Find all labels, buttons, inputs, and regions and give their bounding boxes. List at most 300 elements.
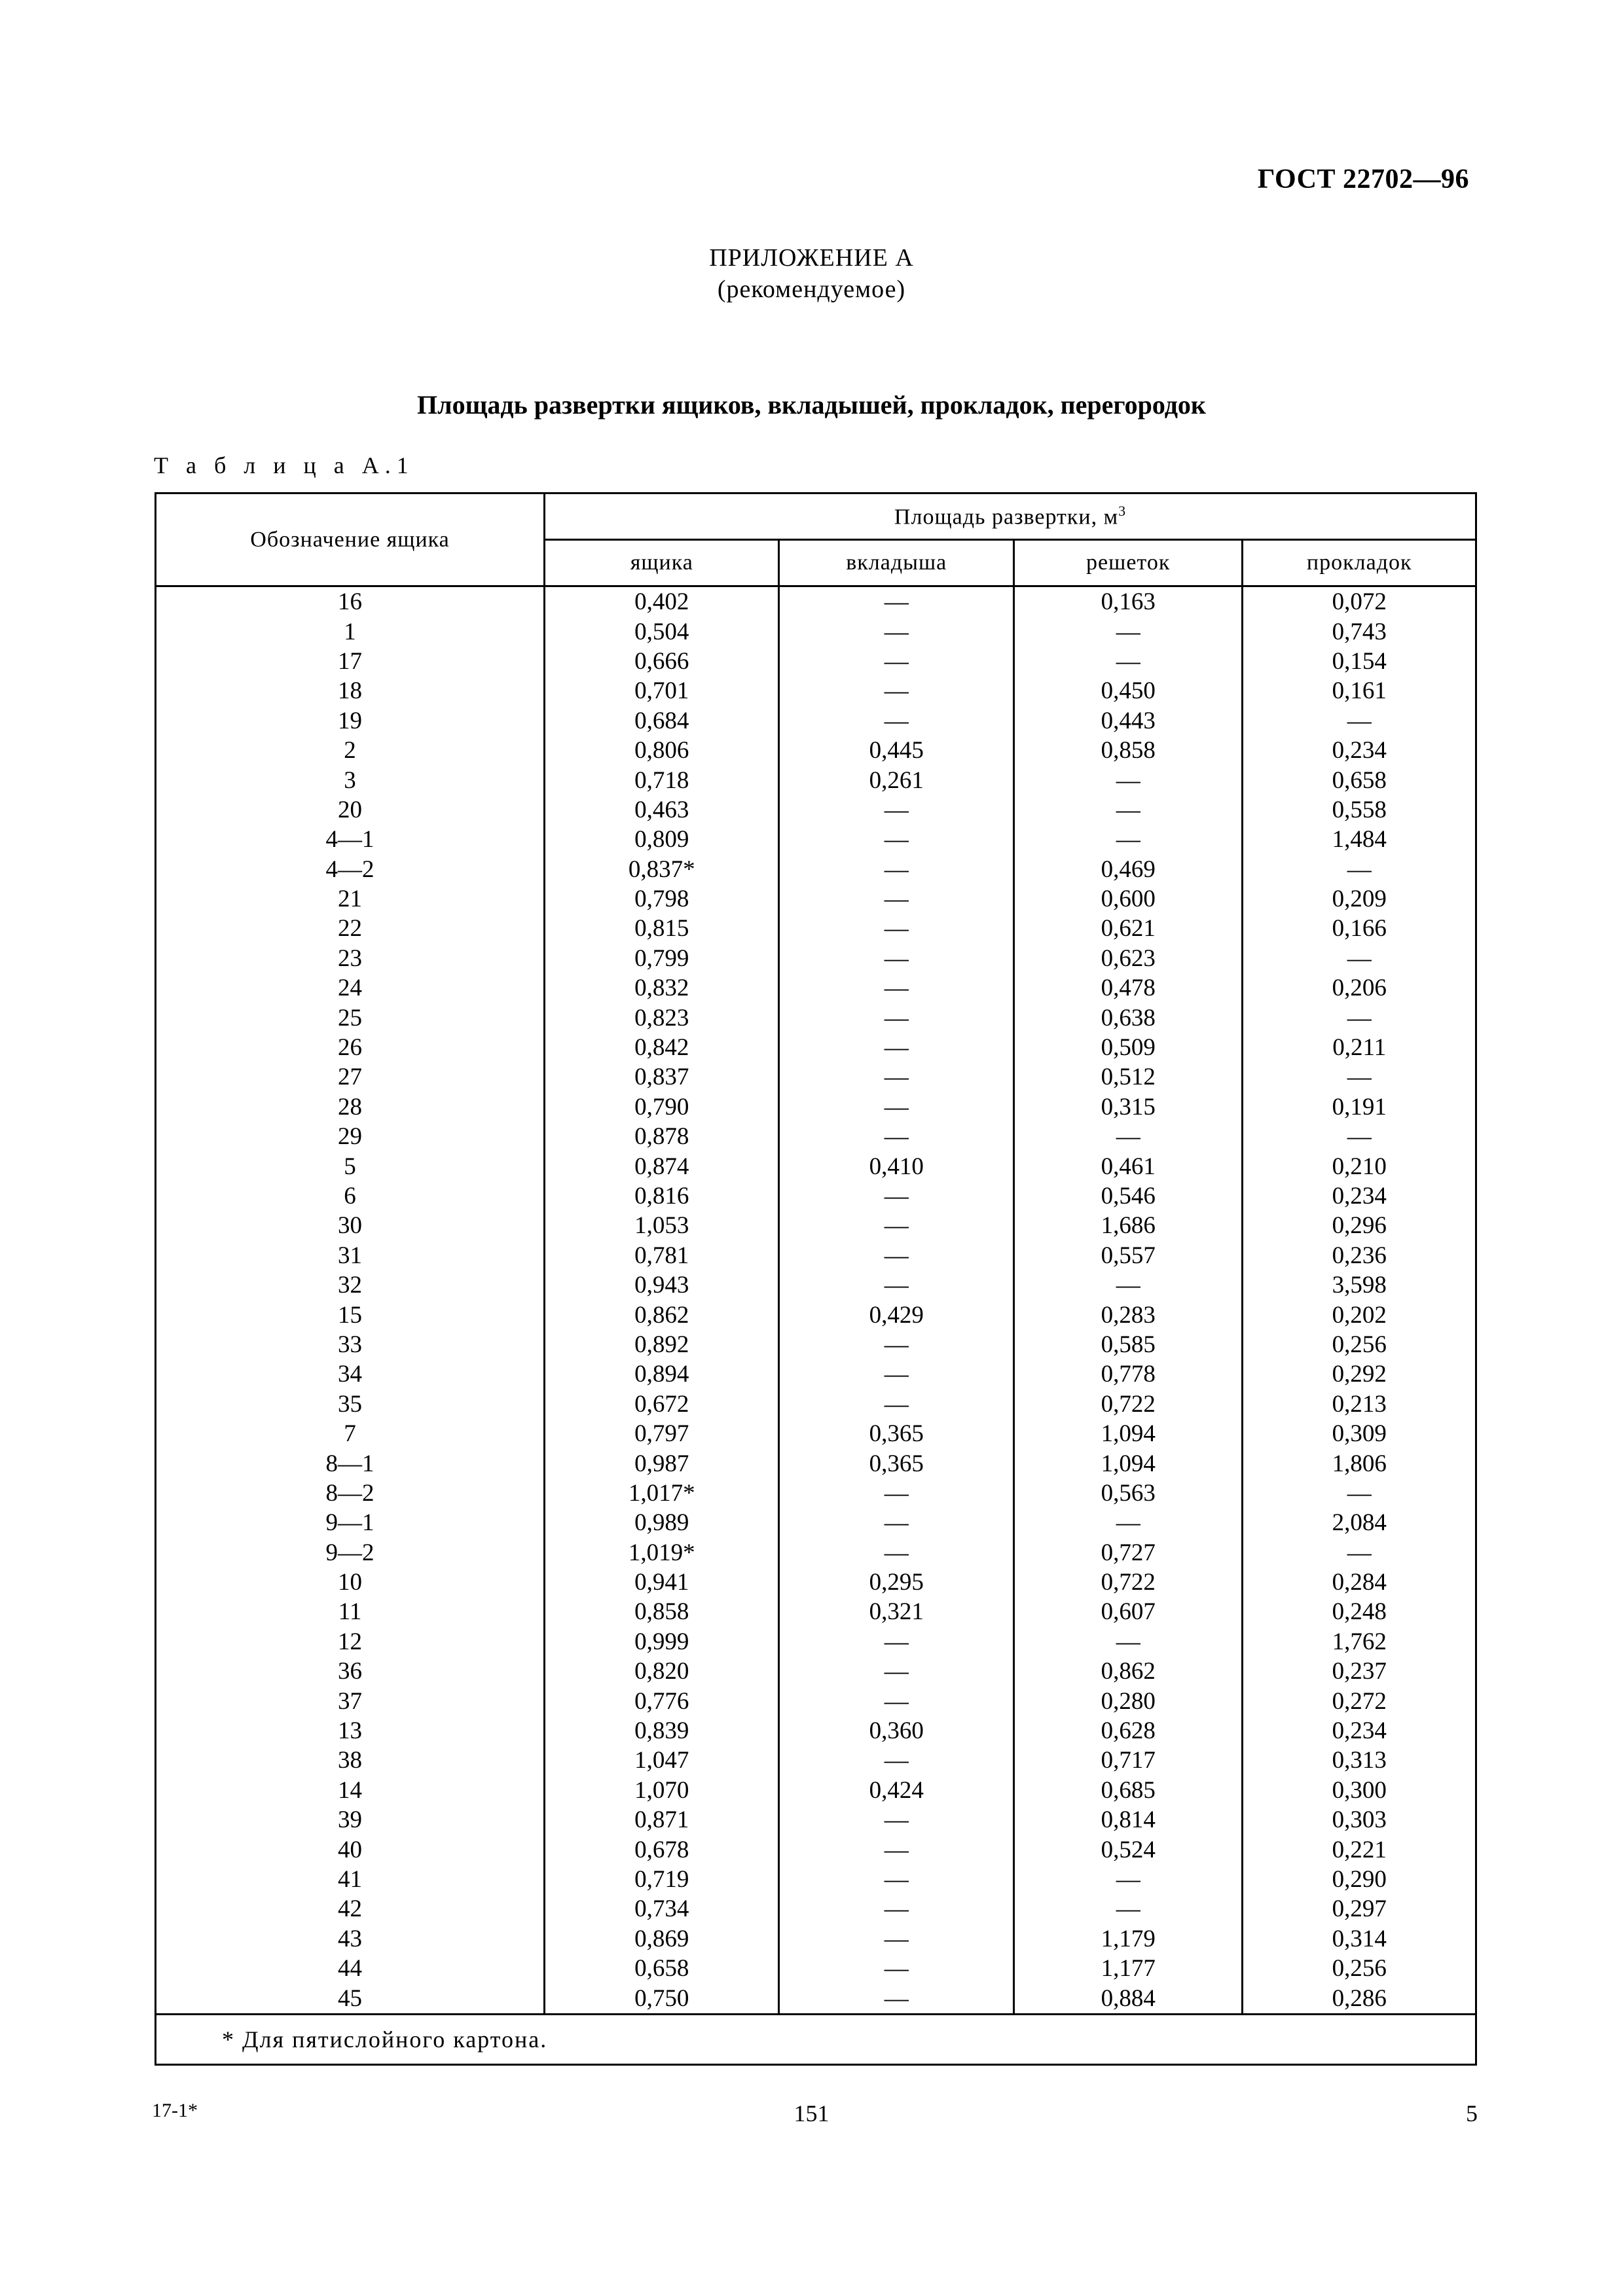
table-row — [156, 884, 1476, 914]
cell-pads-area: — — [1243, 706, 1476, 736]
cell-insert-area: 0,365 — [779, 1448, 1014, 1478]
table-row — [156, 795, 1476, 825]
cell-box-area: 0,862 — [545, 1300, 779, 1329]
cell-box-area: 0,734 — [545, 1894, 779, 1924]
cell-box-area: 0,871 — [545, 1805, 779, 1835]
cell-box-designation: 18 — [156, 676, 545, 706]
cell-box-area: 0,402 — [545, 586, 779, 617]
cell-pads-area: 0,161 — [1243, 676, 1476, 706]
cell-grids-area: 0,858 — [1013, 736, 1242, 765]
cell-insert-area: — — [779, 795, 1014, 825]
cell-insert-area: — — [779, 1894, 1014, 1924]
cell-insert-area: — — [779, 944, 1014, 973]
cell-box-area: 0,678 — [545, 1835, 779, 1864]
header-area — [545, 493, 1476, 540]
cell-grids-area: 0,557 — [1013, 1241, 1242, 1270]
cell-grids-area: 0,727 — [1013, 1538, 1242, 1568]
table-row — [156, 1241, 1476, 1270]
cell-box-designation: 16 — [156, 586, 545, 617]
table-row — [156, 1003, 1476, 1032]
table-row — [156, 914, 1476, 943]
cell-grids-area: 0,814 — [1013, 1805, 1242, 1835]
cell-box-designation: 33 — [156, 1330, 545, 1359]
cell-box-area: 0,820 — [545, 1657, 779, 1686]
cell-grids-area: 0,546 — [1013, 1181, 1242, 1211]
cell-grids-area: 1,686 — [1013, 1211, 1242, 1240]
cell-pads-area: 0,166 — [1243, 914, 1476, 943]
table-row — [156, 1865, 1476, 1894]
cell-grids-area: 0,638 — [1013, 1003, 1242, 1032]
table-row — [156, 1746, 1476, 1775]
cell-pads-area: 0,309 — [1243, 1419, 1476, 1448]
cell-insert-area: — — [779, 617, 1014, 646]
cell-box-area: 0,815 — [545, 914, 779, 943]
cell-insert-area: 0,295 — [779, 1568, 1014, 1597]
table-row — [156, 1508, 1476, 1537]
cell-box-designation: 34 — [156, 1359, 545, 1389]
cell-insert-area: — — [779, 1181, 1014, 1211]
cell-box-area: 1,047 — [545, 1746, 779, 1775]
cell-grids-area: — — [1013, 1508, 1242, 1537]
table-row — [156, 855, 1476, 884]
cell-grids-area: — — [1013, 1270, 1242, 1300]
cell-box-area: 0,658 — [545, 1954, 779, 1983]
cell-box-designation: 30 — [156, 1211, 545, 1240]
cell-box-area: 1,017* — [545, 1479, 779, 1508]
cell-pads-area: 0,154 — [1243, 647, 1476, 676]
cell-box-area: 0,839 — [545, 1716, 779, 1746]
table-row — [156, 973, 1476, 1003]
cell-pads-area: 0,237 — [1243, 1657, 1476, 1686]
table-body — [156, 586, 1476, 2015]
cell-grids-area: 1,094 — [1013, 1448, 1242, 1478]
cell-insert-area: 0,360 — [779, 1716, 1014, 1746]
cell-box-area: 0,987 — [545, 1448, 779, 1478]
cell-grids-area: 0,563 — [1013, 1479, 1242, 1508]
cell-insert-area: — — [779, 825, 1014, 854]
cell-grids-area: 0,315 — [1013, 1092, 1242, 1122]
cell-box-area: 0,776 — [545, 1686, 779, 1715]
table-row — [156, 1151, 1476, 1181]
cell-box-area: 0,943 — [545, 1270, 779, 1300]
table-row — [156, 1062, 1476, 1092]
cell-box-area: 0,672 — [545, 1390, 779, 1419]
cell-insert-area: — — [779, 1627, 1014, 1657]
cell-pads-area: 1,806 — [1243, 1448, 1476, 1478]
cell-insert-area: — — [779, 1983, 1014, 2014]
cell-insert-area: — — [779, 1062, 1014, 1092]
cell-grids-area: — — [1013, 1894, 1242, 1924]
cell-box-area: 0,823 — [545, 1003, 779, 1032]
cell-box-designation: 8—1 — [156, 1448, 545, 1478]
header-grids: решеток — [1013, 540, 1242, 586]
cell-insert-area: 0,429 — [779, 1300, 1014, 1329]
table-row — [156, 1776, 1476, 1805]
table-row — [156, 1686, 1476, 1715]
cell-insert-area: — — [779, 1241, 1014, 1270]
cell-box-area: 0,816 — [545, 1181, 779, 1211]
cell-grids-area: 0,628 — [1013, 1716, 1242, 1746]
cell-pads-area: 0,314 — [1243, 1924, 1476, 1954]
cell-grids-area: 0,685 — [1013, 1776, 1242, 1805]
cell-box-area: 0,666 — [545, 647, 779, 676]
table-row — [156, 1181, 1476, 1211]
cell-box-designation: 4—1 — [156, 825, 545, 854]
table-row — [156, 706, 1476, 736]
cell-box-designation: 21 — [156, 884, 545, 914]
cell-insert-area: — — [779, 1508, 1014, 1537]
cell-insert-area: — — [779, 1865, 1014, 1894]
cell-pads-area: — — [1243, 1479, 1476, 1508]
cell-grids-area: 1,177 — [1013, 1954, 1242, 1983]
cell-pads-area: 0,211 — [1243, 1033, 1476, 1062]
cell-grids-area: 0,524 — [1013, 1835, 1242, 1864]
cell-grids-area: 0,585 — [1013, 1330, 1242, 1359]
cell-box-designation: 35 — [156, 1390, 545, 1419]
cell-pads-area: 0,558 — [1243, 795, 1476, 825]
table-row — [156, 1479, 1476, 1508]
cell-pads-area: 0,303 — [1243, 1805, 1476, 1835]
cell-box-designation: 25 — [156, 1003, 545, 1032]
cell-pads-area: 0,297 — [1243, 1894, 1476, 1924]
cell-box-designation: 39 — [156, 1805, 545, 1835]
cell-grids-area: — — [1013, 1627, 1242, 1657]
cell-insert-area: — — [779, 1746, 1014, 1775]
cell-grids-area: 0,509 — [1013, 1033, 1242, 1062]
cell-insert-area: — — [779, 647, 1014, 676]
cell-box-designation: 29 — [156, 1122, 545, 1151]
cell-insert-area: — — [779, 1033, 1014, 1062]
table-label: Т а б л и ц а А.1 — [154, 452, 414, 478]
cell-grids-area: — — [1013, 647, 1242, 676]
cell-box-designation: 9—1 — [156, 1508, 545, 1537]
cell-box-area: 0,892 — [545, 1330, 779, 1359]
cell-box-area: 0,781 — [545, 1241, 779, 1270]
cell-pads-area: 0,658 — [1243, 765, 1476, 795]
table-row — [156, 1211, 1476, 1240]
cell-grids-area: 0,163 — [1013, 586, 1242, 617]
cell-box-area: 0,941 — [545, 1568, 779, 1597]
table-row — [156, 1419, 1476, 1448]
cell-box-area: 0,790 — [545, 1092, 779, 1122]
cell-box-area: 0,750 — [545, 1983, 779, 2014]
cell-box-area: 0,463 — [545, 795, 779, 825]
cell-pads-area: 0,234 — [1243, 736, 1476, 765]
cell-pads-area: 1,484 — [1243, 825, 1476, 854]
footer-sheet-number: 5 — [1466, 2100, 1478, 2126]
cell-pads-area: 0,256 — [1243, 1954, 1476, 1983]
table-row — [156, 1033, 1476, 1062]
cell-insert-area: — — [779, 1924, 1014, 1954]
cell-insert-area: — — [779, 676, 1014, 706]
cell-grids-area: 0,884 — [1013, 1983, 1242, 2014]
table-row — [156, 1448, 1476, 1478]
cell-insert-area: — — [779, 706, 1014, 736]
cell-grids-area: 1,094 — [1013, 1419, 1242, 1448]
cell-pads-area: 0,072 — [1243, 586, 1476, 617]
table-row — [156, 1835, 1476, 1864]
cell-box-designation: 4—2 — [156, 855, 545, 884]
cell-box-area: 1,019* — [545, 1538, 779, 1568]
cell-pads-area: 0,290 — [1243, 1865, 1476, 1894]
cell-pads-area: 0,286 — [1243, 1983, 1476, 2014]
cell-grids-area: 0,722 — [1013, 1390, 1242, 1419]
cell-box-designation: 12 — [156, 1627, 545, 1657]
cell-box-designation: 15 — [156, 1300, 545, 1329]
cell-box-designation: 3 — [156, 765, 545, 795]
document-title: Площадь развертки ящиков, вкладышей, прокладок, перегородок — [417, 390, 1206, 420]
cell-insert-area: 0,321 — [779, 1597, 1014, 1626]
cell-grids-area: 0,450 — [1013, 676, 1242, 706]
cell-box-designation: 27 — [156, 1062, 545, 1092]
cell-box-area: 0,999 — [545, 1627, 779, 1657]
table-row — [156, 1657, 1476, 1686]
cell-pads-area: 0,236 — [1243, 1241, 1476, 1270]
table-row — [156, 1359, 1476, 1389]
cell-pads-area: 0,221 — [1243, 1835, 1476, 1864]
cell-box-designation: 9—2 — [156, 1538, 545, 1568]
cell-insert-area: — — [779, 1003, 1014, 1032]
cell-insert-area: — — [779, 973, 1014, 1003]
cell-pads-area: 0,191 — [1243, 1092, 1476, 1122]
cell-box-designation: 44 — [156, 1954, 545, 1983]
cell-box-area: 0,701 — [545, 676, 779, 706]
cell-box-area: 1,070 — [545, 1776, 779, 1805]
cell-insert-area: 0,445 — [779, 736, 1014, 765]
cell-box-designation: 11 — [156, 1597, 545, 1626]
cell-grids-area: 1,179 — [1013, 1924, 1242, 1954]
cell-grids-area: 0,461 — [1013, 1151, 1242, 1181]
table-row — [156, 1805, 1476, 1835]
cell-grids-area: — — [1013, 795, 1242, 825]
cell-box-designation: 42 — [156, 1894, 545, 1924]
cell-box-area: 0,858 — [545, 1597, 779, 1626]
cell-pads-area: — — [1243, 855, 1476, 884]
table-row — [156, 736, 1476, 765]
header-box-designation: Обозначение ящика — [156, 493, 545, 586]
appendix-label: ПРИЛОЖЕНИЕ А — [709, 244, 914, 272]
cell-pads-area: 0,234 — [1243, 1181, 1476, 1211]
cell-box-designation: 7 — [156, 1419, 545, 1448]
cell-insert-area: — — [779, 1538, 1014, 1568]
table-row — [156, 1716, 1476, 1746]
cell-pads-area: 0,209 — [1243, 884, 1476, 914]
cell-box-area: 0,806 — [545, 736, 779, 765]
table-row — [156, 1924, 1476, 1954]
cell-grids-area: 0,478 — [1013, 973, 1242, 1003]
cell-grids-area: 0,778 — [1013, 1359, 1242, 1389]
cell-box-area: 0,837 — [545, 1062, 779, 1092]
cell-box-designation: 31 — [156, 1241, 545, 1270]
cell-box-area: 0,718 — [545, 765, 779, 795]
cell-grids-area: 0,443 — [1013, 706, 1242, 736]
cell-box-area: 1,053 — [545, 1211, 779, 1240]
cell-insert-area: — — [779, 1122, 1014, 1151]
cell-box-area: 0,878 — [545, 1122, 779, 1151]
cell-insert-area: — — [779, 855, 1014, 884]
cell-insert-area: — — [779, 1390, 1014, 1419]
cell-box-area: 0,837* — [545, 855, 779, 884]
table-row — [156, 1894, 1476, 1924]
cell-box-designation: 10 — [156, 1568, 545, 1597]
cell-box-area: 0,684 — [545, 706, 779, 736]
cell-box-area: 0,874 — [545, 1151, 779, 1181]
cell-insert-area: — — [779, 1479, 1014, 1508]
table-row — [156, 647, 1476, 676]
table-row — [156, 1597, 1476, 1626]
cell-box-designation: 41 — [156, 1865, 545, 1894]
cell-box-designation: 28 — [156, 1092, 545, 1122]
cell-pads-area: 0,256 — [1243, 1330, 1476, 1359]
cell-box-area: 0,832 — [545, 973, 779, 1003]
cell-box-designation: 2 — [156, 736, 545, 765]
cell-box-designation: 37 — [156, 1686, 545, 1715]
table-row — [156, 1092, 1476, 1122]
table-row — [156, 586, 1476, 617]
cell-box-designation: 36 — [156, 1657, 545, 1686]
cell-insert-area: — — [779, 1657, 1014, 1686]
cell-box-designation: 43 — [156, 1924, 545, 1954]
cell-box-designation: 13 — [156, 1716, 545, 1746]
cell-pads-area: 0,202 — [1243, 1300, 1476, 1329]
cell-pads-area: 0,284 — [1243, 1568, 1476, 1597]
table-row — [156, 1122, 1476, 1151]
table-row — [156, 1300, 1476, 1329]
cell-insert-area: — — [779, 586, 1014, 617]
cell-box-designation: 20 — [156, 795, 545, 825]
table-row — [156, 1568, 1476, 1597]
cell-box-area: 0,809 — [545, 825, 779, 854]
cell-pads-area: 0,313 — [1243, 1746, 1476, 1775]
table-row — [156, 825, 1476, 854]
cell-insert-area: — — [779, 884, 1014, 914]
table-row — [156, 1983, 1476, 2014]
cell-grids-area: 0,623 — [1013, 944, 1242, 973]
cell-grids-area: — — [1013, 617, 1242, 646]
cell-pads-area: — — [1243, 1003, 1476, 1032]
cell-box-area: 0,719 — [545, 1865, 779, 1894]
cell-pads-area: — — [1243, 1538, 1476, 1568]
cell-box-designation: 6 — [156, 1181, 545, 1211]
table-row — [156, 676, 1476, 706]
cell-insert-area: 0,261 — [779, 765, 1014, 795]
cell-grids-area: 0,621 — [1013, 914, 1242, 943]
cell-pads-area: 3,598 — [1243, 1270, 1476, 1300]
cell-grids-area: 0,600 — [1013, 884, 1242, 914]
cell-box-designation: 23 — [156, 944, 545, 973]
cell-insert-area: — — [779, 1092, 1014, 1122]
cell-pads-area: — — [1243, 944, 1476, 973]
cell-pads-area: — — [1243, 1122, 1476, 1151]
cell-insert-area: — — [779, 1211, 1014, 1240]
cell-pads-area: 0,206 — [1243, 973, 1476, 1003]
area-table — [155, 492, 1477, 2066]
cell-box-designation: 22 — [156, 914, 545, 943]
table-footnote: * Для пятислойного картона. — [156, 2014, 1476, 2064]
cell-box-area: 0,989 — [545, 1508, 779, 1537]
cell-box-designation: 5 — [156, 1151, 545, 1181]
cell-pads-area: 0,743 — [1243, 617, 1476, 646]
cell-pads-area: — — [1243, 1062, 1476, 1092]
cell-insert-area: — — [779, 1805, 1014, 1835]
cell-grids-area: 0,280 — [1013, 1686, 1242, 1715]
footer-code: 17-1* — [152, 2100, 198, 2121]
cell-grids-area: 0,607 — [1013, 1597, 1242, 1626]
cell-box-designation: 38 — [156, 1746, 545, 1775]
cell-grids-area: 0,469 — [1013, 855, 1242, 884]
cell-box-area: 0,504 — [545, 617, 779, 646]
footer-page-number: 151 — [793, 2100, 830, 2126]
cell-grids-area: — — [1013, 825, 1242, 854]
header-insert: вкладыша — [779, 540, 1014, 586]
cell-box-designation: 45 — [156, 1983, 545, 2014]
header-box: ящика — [545, 540, 779, 586]
cell-grids-area: 0,512 — [1013, 1062, 1242, 1092]
cell-grids-area: 0,722 — [1013, 1568, 1242, 1597]
table-row — [156, 765, 1476, 795]
header-area-label: Площадь развертки, м — [894, 505, 1119, 529]
table-row — [156, 1390, 1476, 1419]
cell-box-designation: 26 — [156, 1033, 545, 1062]
cell-insert-area: — — [779, 1270, 1014, 1300]
cell-box-designation: 8—2 — [156, 1479, 545, 1508]
cell-pads-area: 0,272 — [1243, 1686, 1476, 1715]
cell-box-designation: 1 — [156, 617, 545, 646]
cell-box-designation: 17 — [156, 647, 545, 676]
cell-insert-area: 0,424 — [779, 1776, 1014, 1805]
cell-box-area: 0,798 — [545, 884, 779, 914]
cell-insert-area: 0,410 — [779, 1151, 1014, 1181]
appendix-heading — [0, 242, 1623, 305]
cell-box-designation: 32 — [156, 1270, 545, 1300]
cell-box-area: 0,894 — [545, 1359, 779, 1389]
cell-box-area: 0,797 — [545, 1419, 779, 1448]
appendix-note: (рекомендуемое) — [717, 276, 906, 303]
cell-box-area: 0,799 — [545, 944, 779, 973]
cell-box-designation: 40 — [156, 1835, 545, 1864]
cell-pads-area: 0,248 — [1243, 1597, 1476, 1626]
cell-pads-area: 0,210 — [1243, 1151, 1476, 1181]
cell-insert-area: — — [779, 914, 1014, 943]
cell-pads-area: 0,213 — [1243, 1390, 1476, 1419]
cell-box-area: 0,869 — [545, 1924, 779, 1954]
cell-grids-area: 0,862 — [1013, 1657, 1242, 1686]
cell-grids-area: — — [1013, 1122, 1242, 1151]
cell-grids-area: 0,283 — [1013, 1300, 1242, 1329]
table-row — [156, 1627, 1476, 1657]
cell-insert-area: — — [779, 1330, 1014, 1359]
cell-pads-area: 0,296 — [1243, 1211, 1476, 1240]
cell-pads-area: 2,084 — [1243, 1508, 1476, 1537]
cell-box-designation: 14 — [156, 1776, 545, 1805]
cell-pads-area: 1,762 — [1243, 1627, 1476, 1657]
cell-grids-area: 0,717 — [1013, 1746, 1242, 1775]
cell-pads-area: 0,300 — [1243, 1776, 1476, 1805]
cell-box-area: 0,842 — [545, 1033, 779, 1062]
table-row — [156, 1954, 1476, 1983]
cell-pads-area: 0,234 — [1243, 1716, 1476, 1746]
standard-code: ГОСТ 22702—96 — [1257, 164, 1469, 194]
cell-grids-area: — — [1013, 1865, 1242, 1894]
cell-insert-area: — — [779, 1954, 1014, 1983]
table-row — [156, 1538, 1476, 1568]
cell-grids-area: — — [1013, 765, 1242, 795]
table-row — [156, 1270, 1476, 1300]
cell-box-designation: 24 — [156, 973, 545, 1003]
table-row — [156, 1330, 1476, 1359]
cell-insert-area: — — [779, 1686, 1014, 1715]
cell-insert-area: — — [779, 1359, 1014, 1389]
